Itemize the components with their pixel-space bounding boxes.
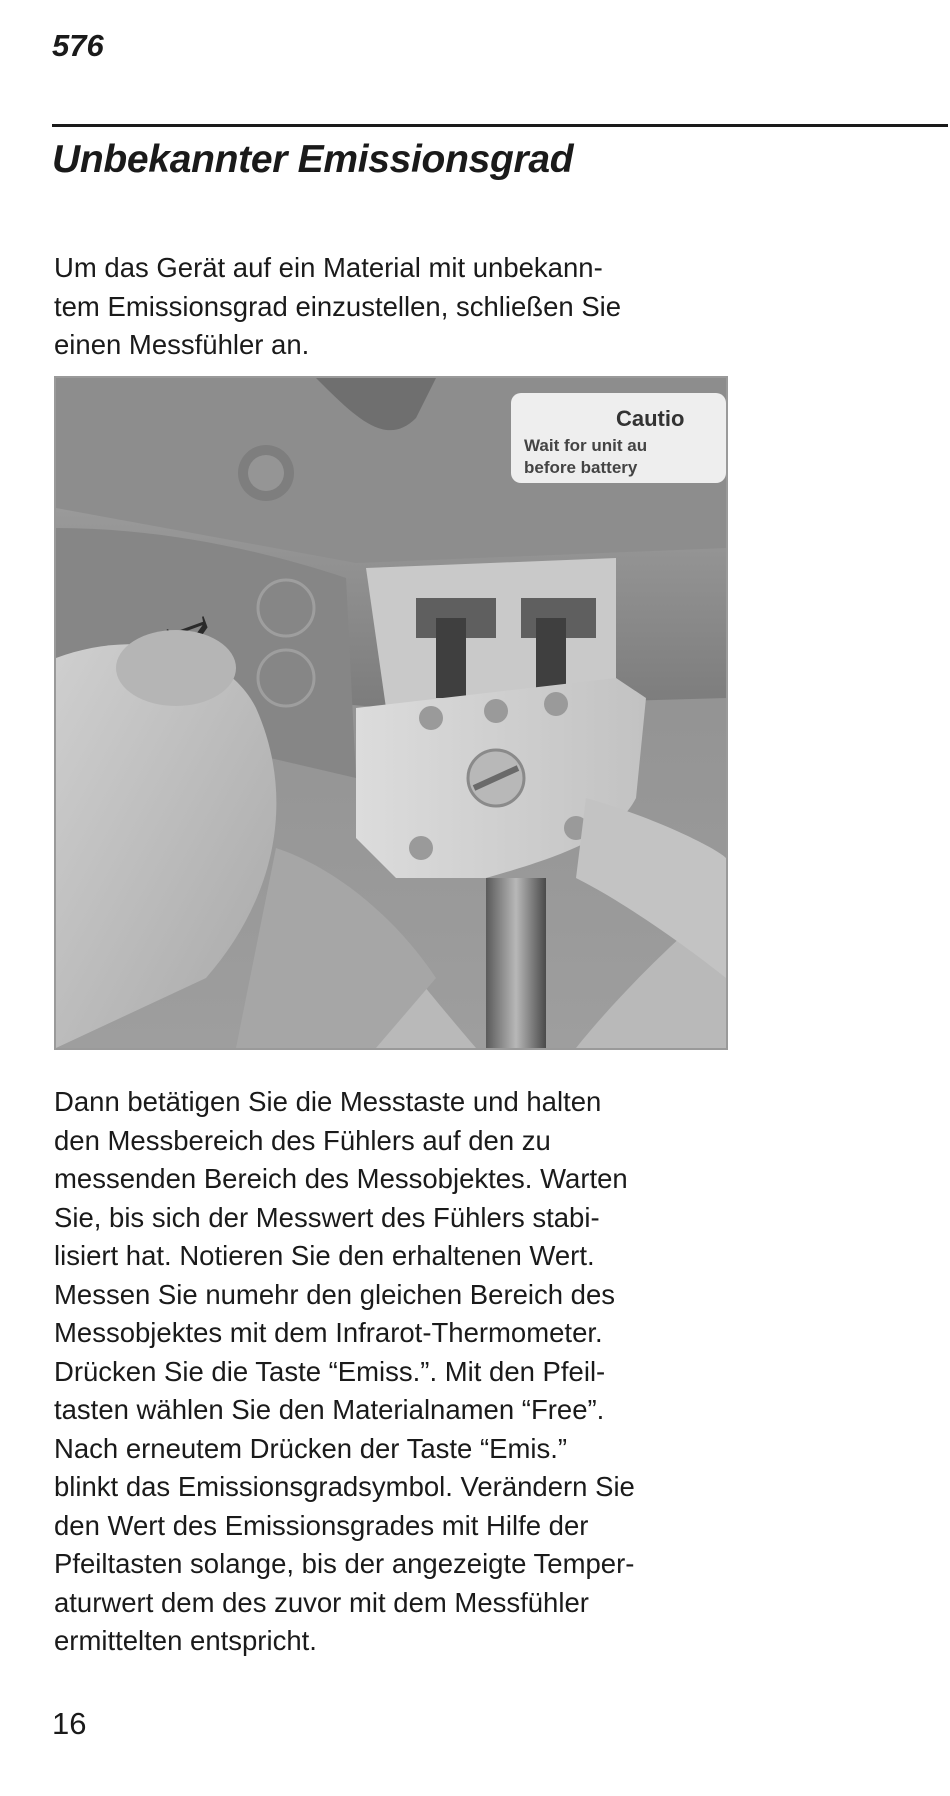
body-line: Dann betätigen Sie die Messtaste und halten xyxy=(54,1086,602,1117)
header-rule xyxy=(52,124,948,127)
caution-label-title: Cautio xyxy=(616,406,685,431)
probe-photo-illustration xyxy=(56,378,726,1048)
intro-line: tem Emissionsgrad einzustellen, schließen Sie xyxy=(54,290,622,322)
page-number-top: 576 xyxy=(52,28,104,63)
body-line: Drücken Sie die Taste “Emiss.”. Mit den Pfeil- xyxy=(54,1355,606,1387)
caution-label-line: Wait for unit au xyxy=(524,436,648,455)
body-line: den Wert des Emissionsgrades mit Hilfe der xyxy=(54,1509,589,1541)
body-line: Nach erneutem Drücken der Taste “Emis.” xyxy=(54,1432,568,1464)
body-line: Messen Sie numehr den gleichen Bereich des xyxy=(54,1278,616,1310)
intro-paragraph xyxy=(54,249,734,365)
body-line: lisiert hat. Notieren Sie den erhaltenen Wert. xyxy=(54,1240,595,1271)
intro-line: einen Messfühler an. xyxy=(54,329,310,360)
probe-connection-photo xyxy=(54,376,728,1050)
section-heading: Unbekannter Emissionsgrad xyxy=(52,138,574,181)
probe-cable xyxy=(486,878,546,1048)
body-line: Sie, bis sich der Messwert des Fühlers stabi- xyxy=(54,1201,600,1233)
caution-label-line: before battery xyxy=(524,458,638,477)
body-line: blinkt das Emissionsgradsymbol. Verändern Sie xyxy=(54,1471,635,1502)
body-line: tasten wählen Sie den Materialnamen “Free”. xyxy=(54,1394,605,1425)
page-number-bottom: 16 xyxy=(52,1706,87,1741)
body-line: Pfeiltasten solange, bis der angezeigte Temper- xyxy=(54,1548,635,1579)
body-line: den Messbereich des Fühlers auf den zu xyxy=(54,1124,551,1156)
body-line: messenden Bereich des Messobjektes. Warten xyxy=(54,1163,628,1194)
intro-line: Um das Gerät auf ein Material mit unbekann- xyxy=(54,252,603,283)
body-line: Messobjektes mit dem Infrarot-Thermometer. xyxy=(54,1317,603,1348)
instruction-paragraph xyxy=(54,1083,734,1661)
body-line: ermittelten entspricht. xyxy=(54,1625,317,1656)
body-line: aturwert dem des zuvor mit dem Messfühler xyxy=(54,1586,589,1618)
